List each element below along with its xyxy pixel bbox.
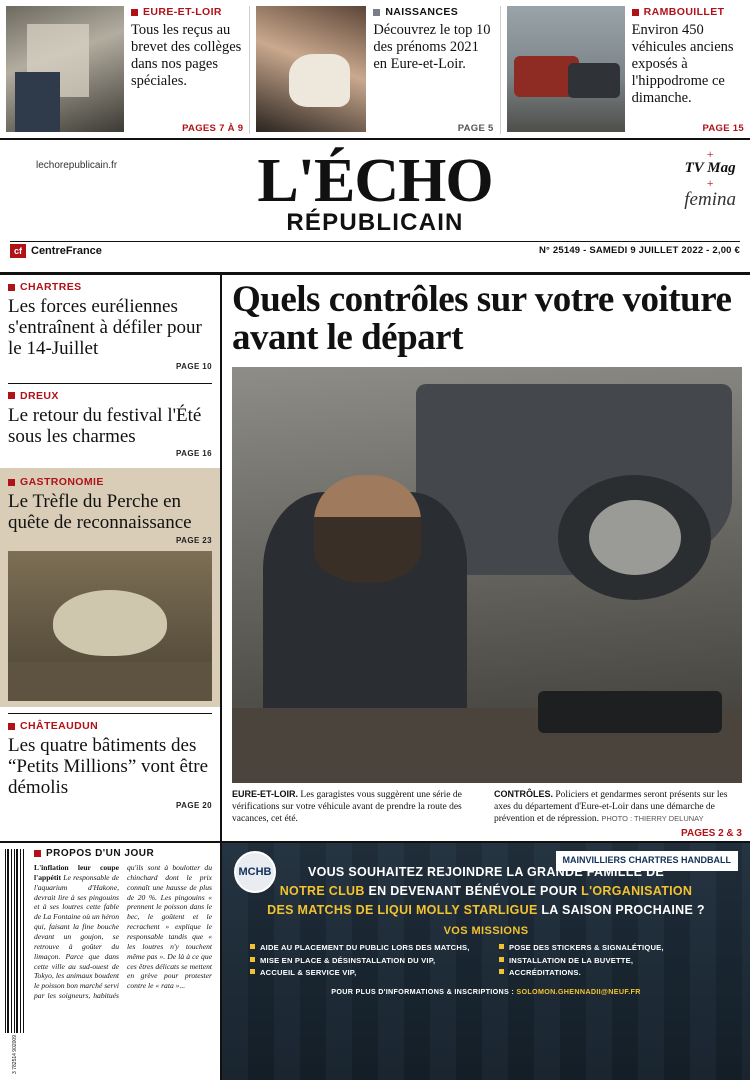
square-bullet-icon	[8, 723, 15, 730]
propos-body-text: Le responsable de l'aquarium d'Hakone, devrait lire à ses pingouins et à ses loutres cette fable de La Fontaine où un héron qui, faisant la fine bouche devant un goujon, se retrouve à goûter du limaçon. Parce que dans cette ville au sud-ouest de Tokyo, les animaux boudent le poisson bon marché servi par les soigneurs, habitués qu'ils sont à boulotter du chinchard dont le prix connaît une hausse de plus de 20 %. Les pingouins « prennent le poisson dans le bec, le goûtent et le recrachent » explique le responsable tandis que « les loutres n'y touchent même pas ». De là à ce que ces êtres délicats se mettent en grève pour protester contre le « rata »...	[34, 863, 212, 1001]
website-url[interactable]: lechorepublicain.fr	[36, 160, 118, 171]
teaser-3-photo	[507, 6, 625, 132]
barcode	[4, 849, 26, 1074]
mission-item: ACCRÉDITATIONS.	[509, 968, 581, 978]
left-column	[0, 275, 222, 841]
newspaper-logo	[10, 144, 740, 237]
caption-right-text: Policiers et gendarmes seront présents sur les axes du département d'Eure-et-Loir dans une démarche de prévention et de répression.	[494, 789, 728, 825]
square-bullet-icon	[131, 9, 138, 16]
teaser-1-headline: Tous les reçus au brevet des collèges dans nos pages spéciales.	[131, 22, 242, 89]
bullet-icon	[250, 957, 255, 962]
centre-france-mark-icon: cf	[10, 244, 26, 258]
mission-item: POSE DES STICKERS & SIGNALÉTIQUE,	[509, 943, 664, 953]
caption-left-text: Les garagistes vous suggèrent une série de vérifications sur votre véhicule avant de prendre la route des vacances, cet été.	[232, 789, 462, 825]
left-item-2-page-ref: PAGE 16	[176, 449, 212, 459]
teaser-2-page-ref: PAGE 5	[457, 123, 494, 134]
edition-info: N° 25149 - SAMEDI 9 JUILLET 2022 - 2,00 €	[538, 245, 740, 257]
teaser-2-headline: Découvrez le top 10 des prénoms 2021 en Eure-et-Loir.	[373, 22, 491, 72]
bullet-icon	[499, 969, 504, 974]
barcode-bars-icon	[5, 849, 25, 1033]
barcode-number: 3 782514 902009	[12, 1035, 18, 1074]
caption-right-kicker: CONTRÔLES.	[494, 788, 554, 799]
bullet-icon	[250, 944, 255, 949]
ad-line-3a: DES MATCHS DE LIQUI MOLLY STARLIGUE	[267, 902, 538, 917]
main-content	[0, 275, 750, 843]
bullet-icon	[250, 969, 255, 974]
left-item-1-headline: Les forces euréliennes s'entraînent à défiler pour le 14-Juillet	[8, 296, 202, 359]
mission-item: AIDE AU PLACEMENT DU PUBLIC LORS DES MATCHS,	[260, 943, 470, 953]
left-item-3-kicker: GASTRONOMIE	[8, 476, 212, 488]
caption-right	[494, 789, 742, 841]
logo-title: L'ÉCHO	[257, 147, 493, 215]
divider	[8, 713, 212, 714]
top-teaser-strip	[0, 0, 750, 140]
left-item-gastronomie[interactable]	[0, 468, 220, 707]
propos-du-jour	[0, 843, 222, 1080]
ad-line-2c: L'ORGANISATION	[581, 883, 693, 898]
ad-line-2b: EN DEVENANT BÉNÉVOLE POUR	[364, 883, 582, 898]
logo-subtitle: RÉPUBLICAIN	[286, 208, 464, 236]
left-item-3-photo	[8, 551, 212, 701]
left-item-1-kicker: CHARTRES	[8, 281, 212, 293]
square-bullet-icon	[34, 850, 41, 857]
publisher-logo	[10, 244, 102, 258]
teaser-3-page-ref: PAGE 15	[702, 123, 744, 134]
teaser-2-kicker: NAISSANCES	[373, 6, 493, 18]
left-item-4-headline: Les quatre bâtiments des “Petits Millions” vont être démolis	[8, 735, 209, 799]
teaser-2-photo	[256, 6, 366, 132]
teaser-1-photo	[6, 6, 124, 132]
tv-mag-label: TV Mag	[684, 160, 736, 176]
lead-pages-ref: PAGES 2 & 3	[681, 828, 742, 840]
mission-item: MISE EN PLACE & DÉSINSTALLATION DU VIP,	[260, 955, 436, 965]
teaser-1[interactable]	[6, 6, 243, 134]
ad-line-1: VOUS SOUHAITEZ REJOINDRE LA GRANDE FAMILLE DE	[307, 865, 665, 879]
handball-club-logo: MAINVILLIERS CHARTRES HANDBALL	[556, 851, 739, 871]
teaser-3[interactable]	[507, 6, 744, 134]
ad-contact-label: POUR PLUS D'INFORMATIONS & INSCRIPTIONS :	[331, 986, 517, 996]
teaser-3-headline: Environ 450 véhicules anciens exposés à l'hippodrome ce dimanche.	[631, 22, 734, 106]
square-bullet-icon	[632, 9, 639, 16]
divider	[8, 383, 212, 384]
square-bullet-icon	[373, 9, 380, 16]
plus-icon: +	[706, 147, 714, 161]
left-item-2-kicker: DREUX	[8, 390, 212, 402]
divider	[10, 241, 740, 242]
propos-text	[34, 863, 212, 1001]
teaser-1-page-ref: PAGES 7 À 9	[182, 123, 244, 134]
photo-credit: PHOTO : THIERRY DELUNAY	[601, 814, 704, 824]
teaser-2[interactable]	[256, 6, 493, 134]
ad-line-2a: NOTRE CLUB	[279, 883, 365, 898]
bottom-section	[0, 843, 750, 1080]
caption-left	[232, 789, 480, 841]
publisher-name: CentreFrance	[31, 244, 102, 257]
left-item-4-page-ref: PAGE 20	[176, 800, 212, 810]
left-item-3-page-ref: PAGE 23	[176, 536, 212, 546]
ad-missions-title: VOS MISSIONS	[443, 925, 529, 938]
left-item-2-headline: Le retour du festival l'Été sous les charmes	[8, 404, 202, 447]
bullet-icon	[499, 957, 504, 962]
divider	[500, 6, 501, 134]
left-item-chateaudun[interactable]	[8, 720, 212, 816]
mission-item: ACCUEIL & SERVICE VIP,	[260, 968, 357, 978]
ad-headline	[234, 863, 738, 919]
square-bullet-icon	[8, 392, 15, 399]
mchb-logo: MCHB	[234, 851, 276, 893]
left-item-dreux[interactable]	[8, 390, 212, 465]
advertisement[interactable]	[222, 843, 750, 1080]
ad-contact[interactable]	[234, 987, 738, 996]
propos-title: PROPOS D'UN JOUR	[34, 848, 212, 859]
mission-item: INSTALLATION DE LA BUVETTE,	[509, 955, 634, 965]
square-bullet-icon	[8, 479, 15, 486]
masthead	[0, 140, 750, 275]
square-bullet-icon	[8, 284, 15, 291]
left-item-1-page-ref: PAGE 10	[176, 361, 212, 371]
caption-left-kicker: EURE-ET-LOIR.	[232, 788, 299, 799]
bullet-icon	[499, 944, 504, 949]
plus-icon: +	[706, 176, 714, 190]
propos-lead: L'inflation leur coupe l'appétit	[34, 863, 119, 882]
left-item-chartres[interactable]	[8, 281, 212, 377]
lead-story[interactable]	[222, 275, 750, 841]
teaser-1-kicker: EURE-ET-LOIR	[131, 6, 243, 18]
ad-missions-right	[499, 942, 722, 980]
femina-label: femina	[684, 189, 736, 210]
ad-line-3b: LA SAISON PROCHAINE ?	[537, 902, 705, 917]
lead-photo	[232, 367, 742, 783]
lead-captions	[232, 789, 742, 841]
teaser-3-kicker: RAMBOUILLET	[632, 6, 744, 18]
divider	[249, 6, 250, 134]
tv-mag-promo	[684, 148, 736, 211]
ad-missions-left	[250, 942, 473, 980]
left-item-3-headline: Le Trèfle du Perche en quête de reconnaissance	[8, 491, 192, 534]
left-item-4-kicker: CHÂTEAUDUN	[8, 720, 212, 732]
ad-contact-email[interactable]: SOLOMON.GHENNADII@NEUF.FR	[516, 986, 641, 996]
lead-headline: Quels contrôles sur votre voiture avant le départ	[232, 279, 732, 359]
